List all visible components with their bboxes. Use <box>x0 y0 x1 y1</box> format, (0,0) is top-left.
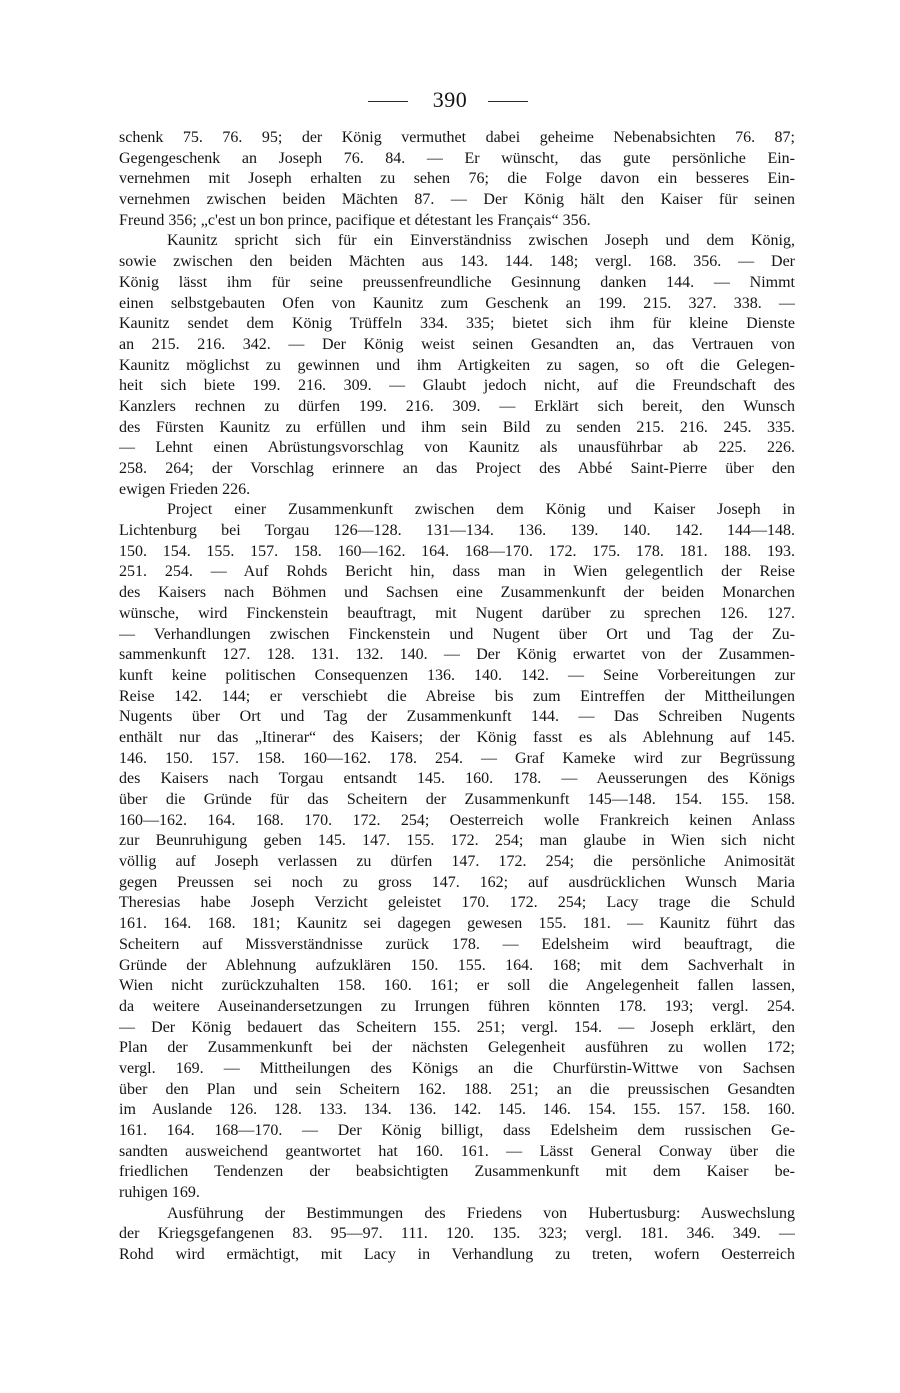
text-line: Nugents über Ort und Tag der Zusammenkunft 144. — Das Schreiben Nugents <box>119 708 795 726</box>
text-line: 161. 164. 168—170. — Der König billigt, dass Edelsheim dem russischen Ge- <box>119 1122 795 1139</box>
text-line: Reise 142. 144; er verschiebt die Abreise bis zum Eintreffen der Mittheilungen <box>119 687 795 705</box>
text-line: Theresias habe Joseph Verzicht geleistet 170. 172. 254; Lacy trage die Schuld <box>119 894 795 912</box>
text-line: über die Gründe für das Scheitern der Zusammenkunft 145—148. 154. 155. 158. <box>119 791 795 808</box>
text-line: sammenkunft 127. 128. 131. 132. 140. — Der König erwartet von der Zusammen- <box>119 646 795 664</box>
text-line: — Verhandlungen zwischen Finckenstein und Nugent über Ort und Tag der Zu- <box>119 625 795 643</box>
text-line: vernehmen mit Joseph erhalten zu sehen 76; die Folge davon ein besseres Ein- <box>119 170 795 188</box>
text-line: Rohd wird ermächtigt, mit Lacy in Verhandlung zu treten, wofern Oesterreich <box>119 1246 795 1264</box>
text-line: vergl. 169. — Mittheilungen des Königs an die Churfürstin-Wittwe von Sachsen <box>119 1059 795 1077</box>
text-line: König lässt ihm für seine preussenfreundliche Gesinnung danken 144. — Nimmt <box>119 273 795 291</box>
header-rule-right <box>488 101 528 102</box>
text-line: Kaunitz sendet dem König Trüffeln 334. 335; bietet sich ihm für kleine Dienste <box>119 315 795 333</box>
text-line: völlig auf Joseph verlassen zu dürfen 147. 172. 254; die persönliche Animosität <box>119 853 795 871</box>
text-line: Kaunitz möglichst zu gewinnen und ihm Artigkeiten zu sagen, so oft die Gelegen- <box>119 356 795 374</box>
text-line: der Kriegsgefangenen 83. 95—97. 111. 120. 135. 323; vergl. 181. 346. 349. — <box>119 1225 795 1243</box>
text-line: kunft keine politischen Consequenzen 136. 140. 142. — Seine Vorbereitungen zur <box>119 666 795 684</box>
text-line: ruhigen 169. <box>119 1184 200 1202</box>
text-line: 251. 254. — Auf Rohds Bericht hin, dass man in Wien gelegentlich der Reise <box>119 563 795 581</box>
text-line: Gründe der Ablehnung aufzuklären 150. 155. 164. 168; mit dem Sachverhalt in <box>119 956 795 974</box>
text-line: Project einer Zusammenkunft zwischen dem König und Kaiser Joseph in <box>167 501 795 519</box>
text-line: zur Beunruhigung geben 145. 147. 155. 172. 254; man glaube in Wien sich nicht <box>119 832 795 850</box>
text-line: Ausführung der Bestimmungen des Friedens von Hubertusburg: Auswechslung <box>167 1204 795 1222</box>
text-line: Wien nicht zurückzuhalten 158. 160. 161; er soll die Angelegenheit fallen lassen, <box>119 977 795 995</box>
text-line: heit sich biete 199. 216. 309. — Glaubt jedoch nicht, auf die Freundschaft des <box>119 377 795 395</box>
text-line: 161. 164. 168. 181; Kaunitz sei dagegen gewesen 155. 181. — Kaunitz führt das <box>119 915 795 933</box>
text-line: des Kaisers nach Torgau entsandt 145. 160. 178. — Aeusserungen des Königs <box>119 770 795 788</box>
page-number: 390 <box>432 87 468 112</box>
text-line: 146. 150. 157. 158. 160—162. 178. 254. — Graf Kameke wird zur Begrüssung <box>119 749 795 767</box>
text-line: da weitere Auseinandersetzungen zu Irrungen führen könnten 178. 193; vergl. 254. <box>119 997 795 1015</box>
text-line: sandten ausweichend geantwortet hat 160. 161. — Lässt General Conway über die <box>119 1142 795 1160</box>
text-line: an 215. 216. 342. — Der König weist seinen Gesandten an, das Vertrauen von <box>119 335 795 353</box>
text-line: einen selbstgebauten Ofen von Kaunitz zum Geschenk an 199. 215. 327. 338. — <box>119 294 795 312</box>
text-line: des Kaisers nach Böhmen und Sachsen eine Zusammenkunft der beiden Monarchen <box>119 584 795 602</box>
index-body-text <box>119 128 795 1266</box>
text-line: 150. 154. 155. 157. 158. 160—162. 164. 168—170. 172. 175. 178. 181. 188. 193. <box>119 542 795 560</box>
text-line: über den Plan und sein Scheitern 162. 188. 251; an die preussischen Gesandten <box>119 1080 795 1098</box>
text-line: — Lehnt einen Abrüstungsvorschlag von Kaunitz als unausführbar ab 225. 226. <box>119 439 795 457</box>
text-line: 160—162. 164. 168. 170. 172. 254; Oesterreich wolle Frankreich keinen Anlass <box>119 811 795 829</box>
text-line: Lichtenburg bei Torgau 126—128. 131—134. 136. 139. 140. 142. 144—148. <box>119 522 795 540</box>
text-line: 258. 264; der Vorschlag erinnere an das Project des Abbé Saint-Pierre über den <box>119 460 795 477</box>
text-line: wünsche, wird Finckenstein beauftragt, mit Nugent darüber zu sprechen 126. 127. <box>119 604 795 622</box>
text-line: Plan der Zusammenkunft bei der nächsten Gelegenheit ausführen zu wollen 172; <box>119 1039 795 1057</box>
text-line: ewigen Frieden 226. <box>119 480 251 498</box>
text-line: sowie zwischen den beiden Mächten aus 143. 144. 148; vergl. 168. 356. — Der <box>119 253 795 271</box>
text-line: des Fürsten Kaunitz zu erfüllen und ihm sein Bild zu senden 215. 216. 245. 335. <box>119 418 795 436</box>
text-line: Scheitern auf Missverständnisse zurück 178. — Edelsheim wird beauftragt, die <box>119 935 795 953</box>
text-line: enthält nur das „Itinerar“ des Kaisers; der König fasst es als Ablehnung auf 145. <box>119 728 795 746</box>
text-line: — Der König bedauert das Scheitern 155. 251; vergl. 154. — Joseph erklärt, den <box>119 1018 795 1036</box>
text-line: im Auslande 126. 128. 133. 134. 136. 142. 145. 146. 154. 155. 157. 158. 160. <box>119 1101 795 1119</box>
text-line: Kaunitz spricht sich für ein Einverständniss zwischen Joseph und dem König, <box>167 232 795 250</box>
text-line: Freund 356; „c'est un bon prince, pacifique et détestant les Français“ 356. <box>119 211 591 229</box>
header-rule-left <box>368 101 408 102</box>
text-line: Gegengeschenk an Joseph 76. 84. — Er wünscht, das gute persönliche Ein- <box>119 149 795 167</box>
text-line: schenk 75. 76. 95; der König vermuthet dabei geheime Nebenabsichten 76. 87; <box>119 129 795 146</box>
text-line: vernehmen zwischen beiden Mächten 87. — Der König hält den Kaiser für seinen <box>119 191 795 209</box>
page-header <box>0 86 900 114</box>
text-line: friedlichen Tendenzen der beabsichtigten Zusammenkunft mit dem Kaiser be- <box>119 1163 795 1181</box>
text-line: gegen Preussen sei noch zu gross 147. 162; auf ausdrücklichen Wunsch Maria <box>119 873 795 891</box>
text-line: Kanzlers rechnen zu dürfen 199. 216. 309. — Erklärt sich bereit, den Wunsch <box>119 397 795 415</box>
